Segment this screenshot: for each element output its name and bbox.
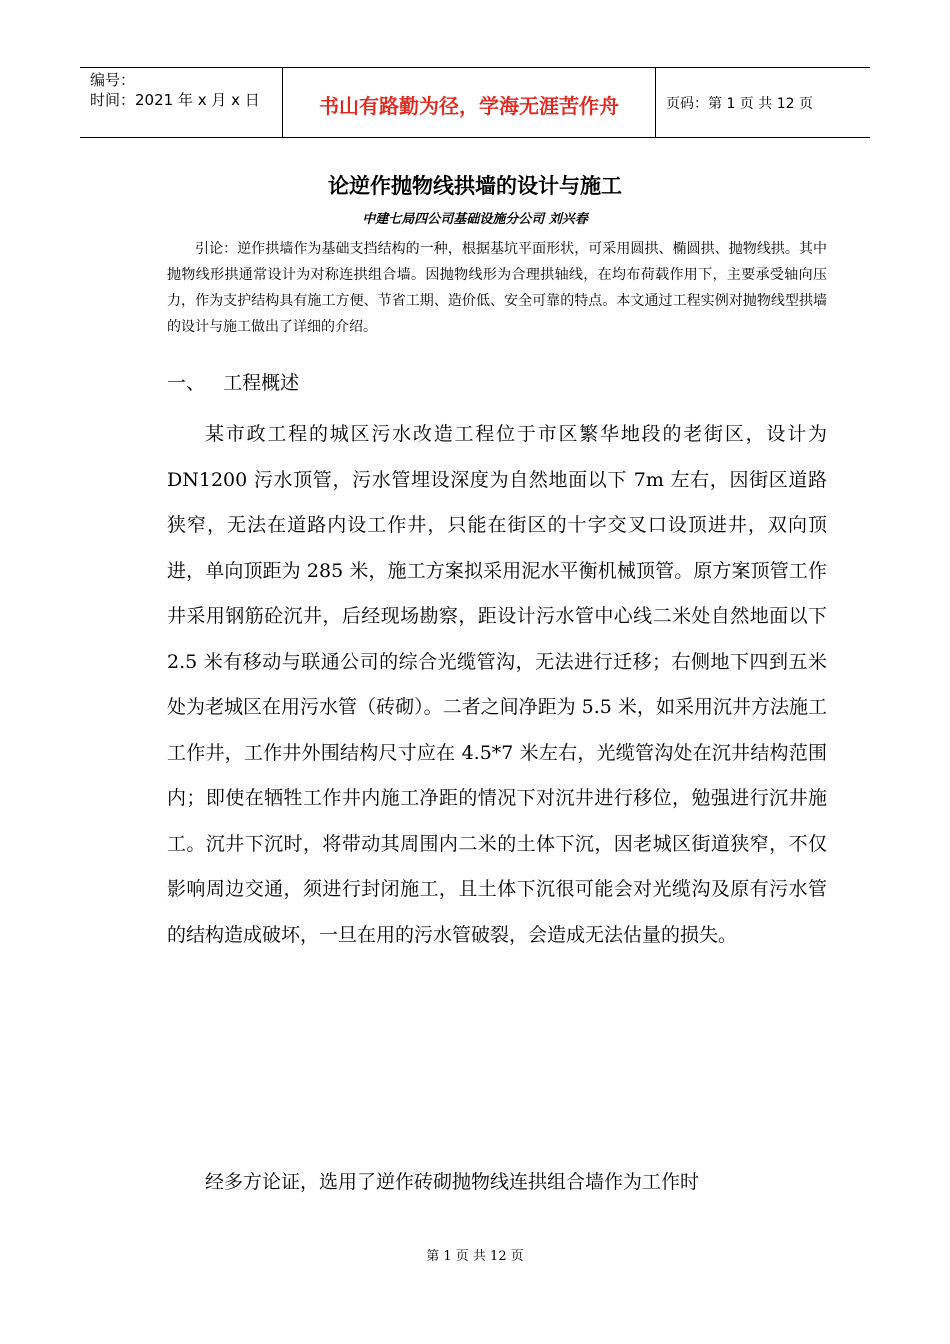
- document-number-label: 编号：: [90, 71, 136, 89]
- abstract-paragraph: 引论：逆作拱墙作为基础支挡结构的一种，根据基坑平面形状，可采用圆拱、椭圆拱、抛物线拱。其中抛物线形拱通常设计为对称连拱组合墙。因抛物线形为合理拱轴线，在均布荷载作用下，主要承受轴向压力，作为支护结构具有施工方便、节省工期、造价低、安全可靠的特点。本文通过工程实例对抛物线型拱墙的设计与施工做出了详细的介绍。: [167, 241, 827, 335]
- section-heading: 一、 工程概述: [167, 372, 300, 394]
- header-motto-cell: [283, 68, 656, 137]
- body-paragraph-continued: 经多方论证，选用了逆作砖砌抛物线连拱组合墙作为工作时: [205, 1171, 700, 1193]
- page-footer: 第 1 页 共 12 页: [426, 1249, 524, 1264]
- document-title: 论逆作抛物线拱墙的设计与施工: [328, 174, 622, 198]
- body-paragraph: 某市政工程的城区污水改造工程位于市区繁华地段的老街区，设计为 DN1200 污水顶管，污水管埋设深度为自然地面以下 7m 左右，因街区道路狭窄，无法在道路内设工作井，只能在街区的十字交叉口设顶进井，双向顶进，单向顶距为 285 米，施工方案拟采用泥水平衡机械顶管。原方案顶管工作井采用钢筋砼沉井，后经现场勘察，距设计污水管中心线二米处自然地面以下 2.5 米有移动与联通公司的综合光缆管沟，无法进行迁移；右侧地下四到五米处为老城区在用污水管（砖砌）。二者之间净距为 5.5 米，如采用沉井方法施工工作井，工作井外围结构尺寸应在 4.5*7 米左右，光缆管沟处在沉井结构范围内；即使在牺牲工作井内施工净距的情况下对沉井进行移位，勉强进行沉井施工。沉井下沉时，将带动其周围内二米的土体下沉，因老城区街道狭窄，不仅影响周边交通，须进行封闭施工，且土体下沉很可能会对光缆沟及原有污水管的结构造成破坏，一旦在用的污水管破裂，会造成无法估量的损失。: [167, 423, 827, 946]
- header-page-info: 页码：第 1 页 共 12 页: [666, 96, 813, 112]
- document-author: 中建七局四公司基础设施分公司 刘兴春: [362, 212, 588, 227]
- document-date: 时间：2021 年 x 月 x 日: [90, 91, 260, 109]
- header-page-cell: [656, 68, 870, 137]
- header-meta-cell: [80, 68, 283, 137]
- header-table: [80, 67, 870, 138]
- header-motto: 书山有路勤为径，学海无涯苦作舟: [319, 94, 619, 118]
